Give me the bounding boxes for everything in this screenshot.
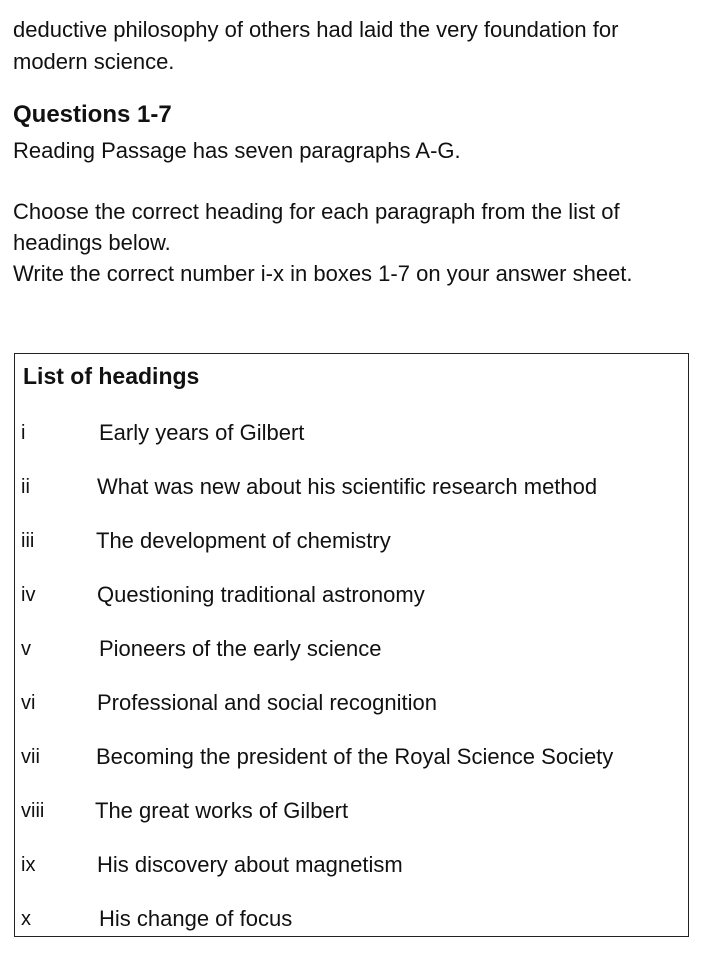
heading-row: [15, 688, 688, 718]
heading-row: [15, 472, 688, 502]
heading-text: Becoming the president of the Royal Science Society: [96, 744, 614, 769]
paragraph-note: Reading Passage has seven paragraphs A-G.: [13, 138, 461, 163]
heading-text: The development of chemistry: [96, 528, 391, 553]
heading-row: [15, 526, 688, 556]
heading-row: [15, 796, 688, 826]
passage-line: deductive philosophy of others had laid the very foundation for: [13, 17, 619, 42]
heading-text: Questioning traditional astronomy: [97, 582, 425, 607]
questions-title: Questions 1-7: [13, 101, 172, 128]
heading-text: His change of focus: [99, 906, 293, 931]
heading-numeral: vi: [21, 692, 36, 714]
heading-numeral: v: [21, 638, 31, 660]
heading-text: Pioneers of the early science: [99, 636, 382, 661]
heading-row: [15, 850, 688, 880]
heading-row: [15, 418, 688, 448]
heading-row: [15, 580, 688, 610]
heading-text: His discovery about magnetism: [97, 852, 403, 877]
headings-list-title: List of headings: [23, 363, 200, 389]
instruction-line: headings below.: [13, 230, 171, 255]
instruction-line: Write the correct number i-x in boxes 1-7 on your answer sheet.: [13, 261, 633, 286]
headings-list-box: [14, 353, 689, 937]
heading-numeral: viii: [21, 800, 45, 822]
heading-text: Professional and social recognition: [97, 690, 437, 715]
heading-numeral: ii: [21, 476, 30, 498]
heading-row: [15, 904, 688, 934]
passage-line: modern science.: [13, 49, 175, 74]
heading-numeral: i: [21, 422, 26, 444]
heading-text: Early years of Gilbert: [99, 420, 305, 445]
heading-numeral: iii: [21, 530, 35, 552]
heading-numeral: vii: [21, 746, 40, 768]
heading-numeral: ix: [21, 854, 36, 876]
instruction-line: Choose the correct heading for each paragraph from the list of: [13, 199, 620, 224]
heading-row: [15, 742, 688, 772]
heading-text: What was new about his scientific research method: [97, 474, 598, 499]
heading-text: The great works of Gilbert: [95, 798, 349, 823]
heading-numeral: x: [21, 908, 31, 930]
heading-row: [15, 634, 688, 664]
heading-numeral: iv: [21, 584, 36, 606]
